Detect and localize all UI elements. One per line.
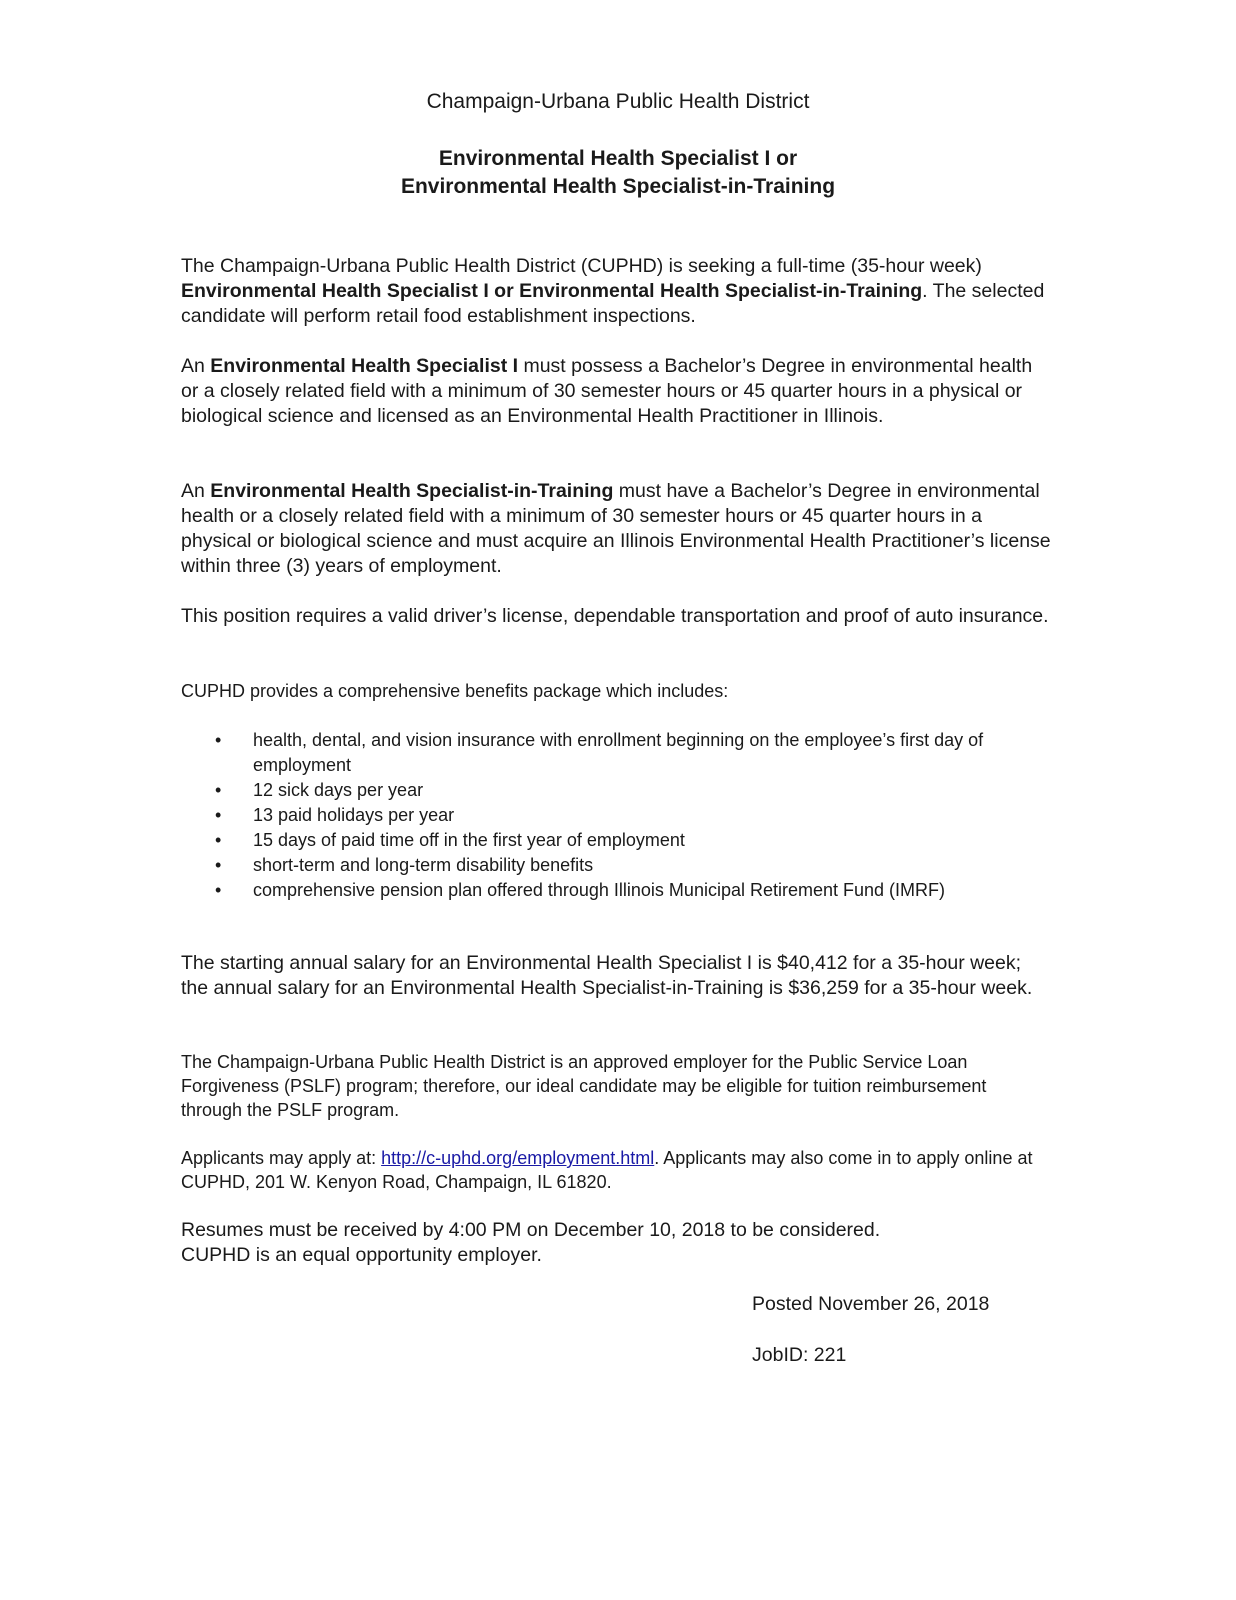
ehs1-title-bold: Environmental Health Specialist I <box>210 355 519 377</box>
benefit-item <box>181 878 1051 903</box>
job-title-line-1: Environmental Health Specialist I or <box>438 147 798 170</box>
benefit-text: 15 days of paid time off in the first year of employment <box>253 830 685 850</box>
ehs1-requirements-paragraph <box>181 354 1051 429</box>
bullet-icon: • <box>215 855 222 875</box>
posted-date: Posted November 26, 2018 <box>752 1293 990 1315</box>
bullet-icon: • <box>215 805 222 825</box>
intro-paragraph <box>181 254 1051 329</box>
benefit-text: 12 sick days per year <box>253 780 424 800</box>
benefit-item <box>181 778 1051 803</box>
apply-text: Applicants may apply at: <box>181 1148 382 1168</box>
benefit-item <box>181 803 1051 828</box>
intro-text-end: . The selected candidate will perform retail food establishment inspections. <box>181 280 1045 327</box>
ehs1-text: An <box>181 355 211 377</box>
benefit-item <box>181 828 1051 853</box>
benefits-list <box>181 728 1051 903</box>
apply-text-end: . Applicants may also come in to apply online at CUPHD, 201 W. Kenyon Road, Champaign, IL 61820. <box>181 1148 1033 1192</box>
intro-text: The Champaign-Urbana Public Health District (CUPHD) is seeking a full-time (35-hour week) <box>181 255 982 277</box>
job-title-line-2: Environmental Health Specialist-in-Training <box>400 175 836 198</box>
intro-position-bold: Environmental Health Specialist I or Environmental Health Specialist-in-Training <box>181 280 923 302</box>
benefit-text: comprehensive pension plan offered through Illinois Municipal Retirement Fund (IMRF) <box>253 880 946 900</box>
deadline-paragraph <box>181 1218 1051 1268</box>
employment-link[interactable]: http://c-uphd.org/employment.html <box>381 1148 655 1168</box>
ehsit-title-bold: Environmental Health Specialist-in-Training <box>210 480 614 502</box>
job-title <box>0 145 1236 201</box>
bullet-icon: • <box>215 730 222 750</box>
eoe-text: CUPHD is an equal opportunity employer. <box>181 1244 542 1266</box>
job-id: JobID: 221 <box>752 1344 847 1366</box>
license-paragraph: This position requires a valid driver’s license, dependable transportation and proof of auto insurance. <box>181 605 1049 627</box>
benefit-text: health, dental, and vision insurance with enrollment beginning on the employee’s first day of employment <box>253 730 984 775</box>
apply-paragraph <box>181 1146 1051 1194</box>
ehsit-text: An <box>181 480 211 502</box>
benefit-text: 13 paid holidays per year <box>253 805 455 825</box>
ehsit-text-end: must have a Bachelor’s Degree in environmental health or a closely related field with a minimum of 30 semester hours or 45 quarter hours in a physical or biological science and must acquire an Illinois Environmental Health Practitioner’s license within three (3) years of employment. <box>181 480 1051 577</box>
organization-name: Champaign-Urbana Public Health District <box>426 90 810 113</box>
ehs1-text-end: must possess a Bachelor’s Degree in environmental health or a closely related field with a minimum of 30 semester hours or 45 quarter hours in a physical or biological science and licensed as an Environmental Health Practitioner in Illinois. <box>181 355 1033 427</box>
benefit-text: short-term and long-term disability benefits <box>253 855 594 875</box>
benefit-item <box>181 853 1051 878</box>
bullet-icon: • <box>215 880 222 900</box>
benefit-item <box>181 728 1051 778</box>
bullet-icon: • <box>215 830 222 850</box>
pslf-paragraph: The Champaign-Urbana Public Health District is an approved employer for the Public Service Loan Forgiveness (PSLF) program; therefore, our ideal candidate may be eligible for tuition reimbursement through the PSLF program. <box>181 1052 987 1120</box>
salary-paragraph: The starting annual salary for an Environmental Health Specialist I is $40,412 for a 35-hour week; the annual salary for an Environmental Health Specialist-in-Training is $36,259 for a 35-hour week. <box>181 952 1033 999</box>
deadline-text: Resumes must be received by 4:00 PM on December 10, 2018 to be considered. <box>181 1219 881 1241</box>
bullet-icon: • <box>215 780 222 800</box>
benefits-intro: CUPHD provides a comprehensive benefits package which includes: <box>181 681 729 701</box>
ehsit-requirements-paragraph <box>181 479 1051 579</box>
